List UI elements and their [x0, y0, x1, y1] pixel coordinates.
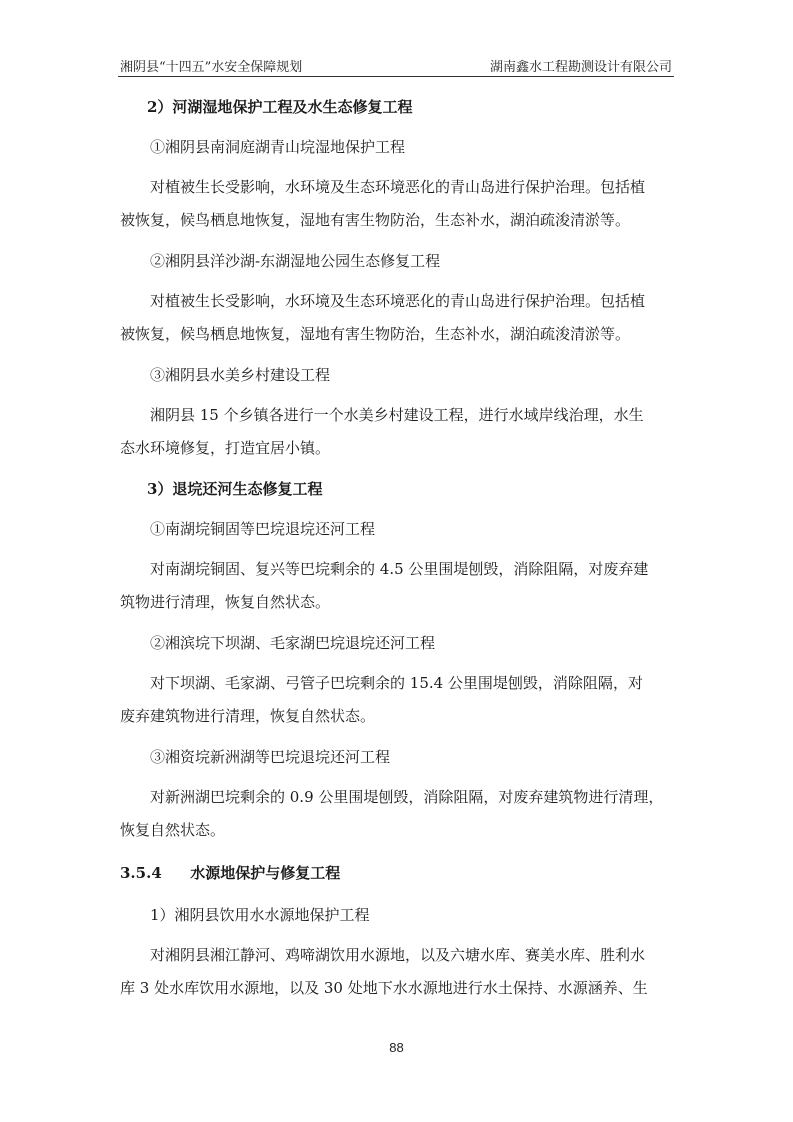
- section-heading: [120, 863, 340, 883]
- paragraph-line: 被恢复，候鸟栖息地恢复，湿地有害生物防治，生态补水，湖泊疏浚清淤等。: [120, 211, 631, 229]
- paragraph-line: 湘阴县 15 个乡镇各进行一个水美乡村建设工程，进行水域岸线治理，水生: [150, 406, 644, 424]
- section-number: 3.5.4: [120, 864, 162, 882]
- header-document-title: 湘阴县“十四五”水安全保障规划: [120, 60, 303, 75]
- subsection-heading: 3）退垸还河生态修复工程: [147, 480, 323, 498]
- paragraph-line: 态水环境修复，打造宜居小镇。: [120, 439, 331, 457]
- item-title: ②湘滨垸下坝湖、毛家湖巴垸退垸还河工程: [150, 634, 436, 652]
- paragraph-line: 对湘阴县湘江静河、鸡啼湖饮用水源地，以及六塘水库、赛美水库、胜利水: [150, 946, 646, 964]
- paragraph-line: 废弃建筑物进行清理，恢复自然状态。: [120, 707, 376, 725]
- paragraph-line: 对植被生长受影响，水环境及生态环境恶化的青山岛进行保护治理。包括植: [150, 292, 646, 310]
- page-header: [118, 56, 674, 76]
- item-title: ①湘阴县南洞庭湖青山垸湿地保护工程: [150, 138, 406, 156]
- paragraph-line: 对植被生长受影响，水环境及生态环境恶化的青山岛进行保护治理。包括植: [150, 178, 646, 196]
- paragraph-line: 对南湖垸铜固、复兴等巴垸剩余的 4.5 公里围堤刨毁，消除阻隔，对废弃建: [150, 560, 649, 578]
- header-divider: [118, 76, 674, 77]
- section-title: 水源地保护与修复工程: [190, 864, 341, 882]
- page-number: 88: [389, 1040, 404, 1055]
- paragraph-line: 被恢复，候鸟栖息地恢复，湿地有害生物防治，生态补水，湖泊疏浚清淤等。: [120, 325, 631, 343]
- item-title: ③湘阴县水美乡村建设工程: [150, 366, 331, 384]
- paragraph-line: 对新洲湖巴垸剩余的 0.9 公里围堤刨毁，消除阻隔，对废弃建筑物进行清理，: [150, 788, 664, 806]
- item-title: ①南湖垸铜固等巴垸退垸还河工程: [150, 520, 376, 538]
- subsection-heading: 2）河湖湿地保护工程及水生态修复工程: [147, 98, 413, 116]
- paragraph-line: 对下坝湖、毛家湖、弓管子巴垸剩余的 15.4 公里围堤刨毁，消除阻隔，对: [150, 674, 643, 692]
- item-title: 1）湘阴县饮用水水源地保护工程: [150, 906, 370, 924]
- item-title: ②湘阴县洋沙湖-东湖湿地公园生态修复工程: [150, 252, 441, 270]
- paragraph-line: 恢复自然状态。: [120, 821, 226, 839]
- header-company-name: 湖南鑫水工程勘测设计有限公司: [489, 60, 672, 75]
- item-title: ③湘资垸新洲湖等巴垸退垸还河工程: [150, 748, 391, 766]
- paragraph-line: 筑物进行清理，恢复自然状态。: [120, 593, 331, 611]
- paragraph-line: 库 3 处水库饮用水源地，以及 30 处地下水水源地进行水土保持、水源涵养、生: [120, 979, 648, 997]
